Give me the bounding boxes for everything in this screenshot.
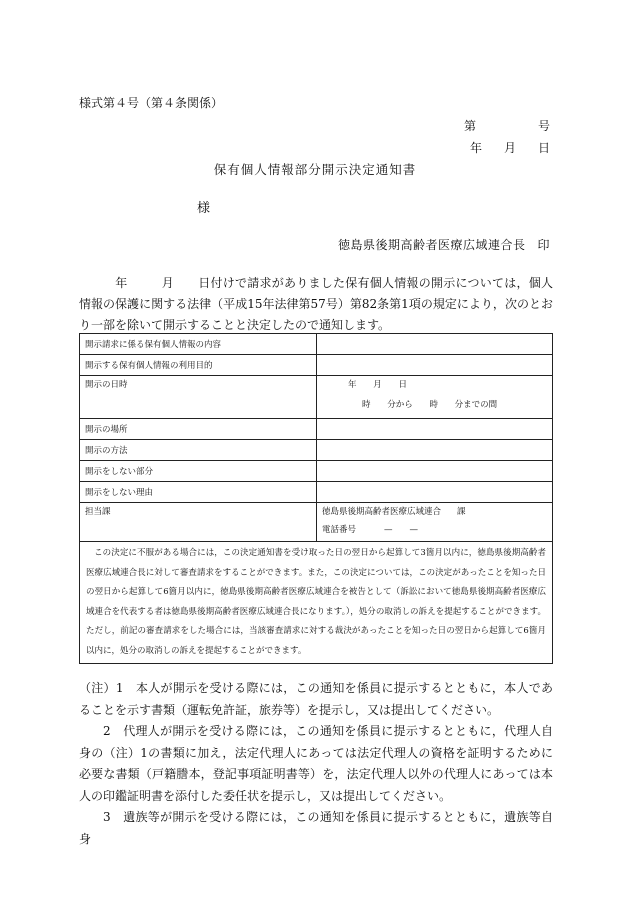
row-label: 開示をしない理由 xyxy=(80,482,317,503)
date-day: 日 xyxy=(537,141,550,155)
table-row xyxy=(80,334,553,355)
table-row xyxy=(80,440,553,461)
schedule-minute-to: 分までの間 xyxy=(454,400,498,410)
note-3: 3 遺族等が開示を受ける際には，この通知を係員に提示するとともに，遺族等自身 xyxy=(79,810,553,846)
number-suffix: 号 xyxy=(537,119,550,133)
date-year: 年 xyxy=(469,141,482,155)
contact-section: 課 xyxy=(457,507,466,517)
body-month: 月 xyxy=(161,276,174,290)
addressee-suffix: 様 xyxy=(197,201,211,216)
schedule-minute-from: 分から xyxy=(387,400,413,410)
row-label: 開示の方法 xyxy=(80,440,317,461)
contact-value xyxy=(317,503,553,542)
appeal-note xyxy=(80,542,553,664)
schedule-label: 開示の日時 xyxy=(80,376,317,419)
contact-row xyxy=(80,503,553,542)
page-title: 保有個人情報部分開示決定通知書 xyxy=(213,162,417,177)
table-row xyxy=(80,461,553,482)
seal-mark: 印 xyxy=(537,238,550,252)
contact-org: 徳島県後期高齢者医療広域連合 xyxy=(322,507,442,517)
body-paragraph xyxy=(79,273,553,336)
row-value xyxy=(317,355,553,376)
schedule-row xyxy=(80,376,553,419)
schedule-day: 日 xyxy=(398,380,407,390)
row-label: 開示請求に係る保有個人情報の内容 xyxy=(80,334,317,355)
row-value xyxy=(317,440,553,461)
contact-label: 担当課 xyxy=(80,503,317,542)
document-number xyxy=(464,117,550,134)
table-row xyxy=(80,419,553,440)
schedule-hour-to: 時 xyxy=(429,400,438,410)
table-row xyxy=(80,482,553,503)
body-text: 日付けで請求がありました保有個人情報の開示については，個人情報の保護に関する法律（平成15年法律第57号）第82条第1項の規定により，次のとおり一部を除いて開示することと決定したので通知します。 xyxy=(79,276,553,332)
row-value xyxy=(317,482,553,503)
appeal-row xyxy=(80,542,553,664)
schedule-value xyxy=(317,376,553,419)
document-date xyxy=(470,139,550,156)
schedule-month: 月 xyxy=(373,380,382,390)
row-label: 開示の場所 xyxy=(80,419,317,440)
appeal-note-text: この決定に不服がある場合には，この決定通知書を受け取った日の翌日から起算して3箇月以内に，徳島県後期高齢者医療広域連合長に対して審査請求をすることができます。また，この決定については，この決定があったことを知った日の翌日から起算して6箇月以内に，徳島県後期高齢者医療広域連合を被告として（訴訟において徳島県後期高齢者医療広域連合を代表する者は徳島県後期高齢者医療広域連合長になります。），処分の取消しの訴えを提起することができます。ただし，前記の審査請求をした場合には，当該審査請求に対する裁決があったことを知った日の翌日から起算して6箇月以内に，処分の取消しの訴えを提起することができます。 xyxy=(86,548,546,656)
row-value xyxy=(317,334,553,355)
note-2: 2 代理人が開示を受ける際には，この通知を係員に提示するとともに，代理人自身の（注）1の書類に加え，法定代理人にあっては法定代理人の資格を証明するために必要な書類（戸籍謄本，登記事項証明書等）を，法定代理人以外の代理人にあっては本人の印鑑証明書を添付した委任状を提示し，又は提出してください。 xyxy=(79,724,553,803)
row-value xyxy=(317,419,553,440)
number-prefix: 第 xyxy=(463,119,476,133)
form-number: 様式第４号（第４条関係） xyxy=(79,96,224,110)
sender xyxy=(338,236,550,253)
date-month: 月 xyxy=(503,141,516,155)
schedule-year: 年 xyxy=(348,380,357,390)
notes-section xyxy=(79,678,553,850)
schedule-hour-from: 時 xyxy=(362,400,371,410)
sender-name: 徳島県後期高齢者医療広域連合長 xyxy=(337,238,526,252)
row-value xyxy=(317,461,553,482)
phone-label: 電話番号 xyxy=(322,525,357,535)
disclosure-table xyxy=(79,333,553,664)
note-1: （注）1 本人が開示を受ける際には，この通知を係員に提示するとともに，本人であることを示す書類（運転免許証，旅券等）を提示し，又は提出してください。 xyxy=(79,681,553,717)
row-label: 開示をしない部分 xyxy=(80,461,317,482)
row-label: 開示する保有個人情報の利用目的 xyxy=(80,355,317,376)
body-year: 年 xyxy=(115,276,128,290)
phone-separator: — — xyxy=(384,525,419,535)
table-row xyxy=(80,355,553,376)
